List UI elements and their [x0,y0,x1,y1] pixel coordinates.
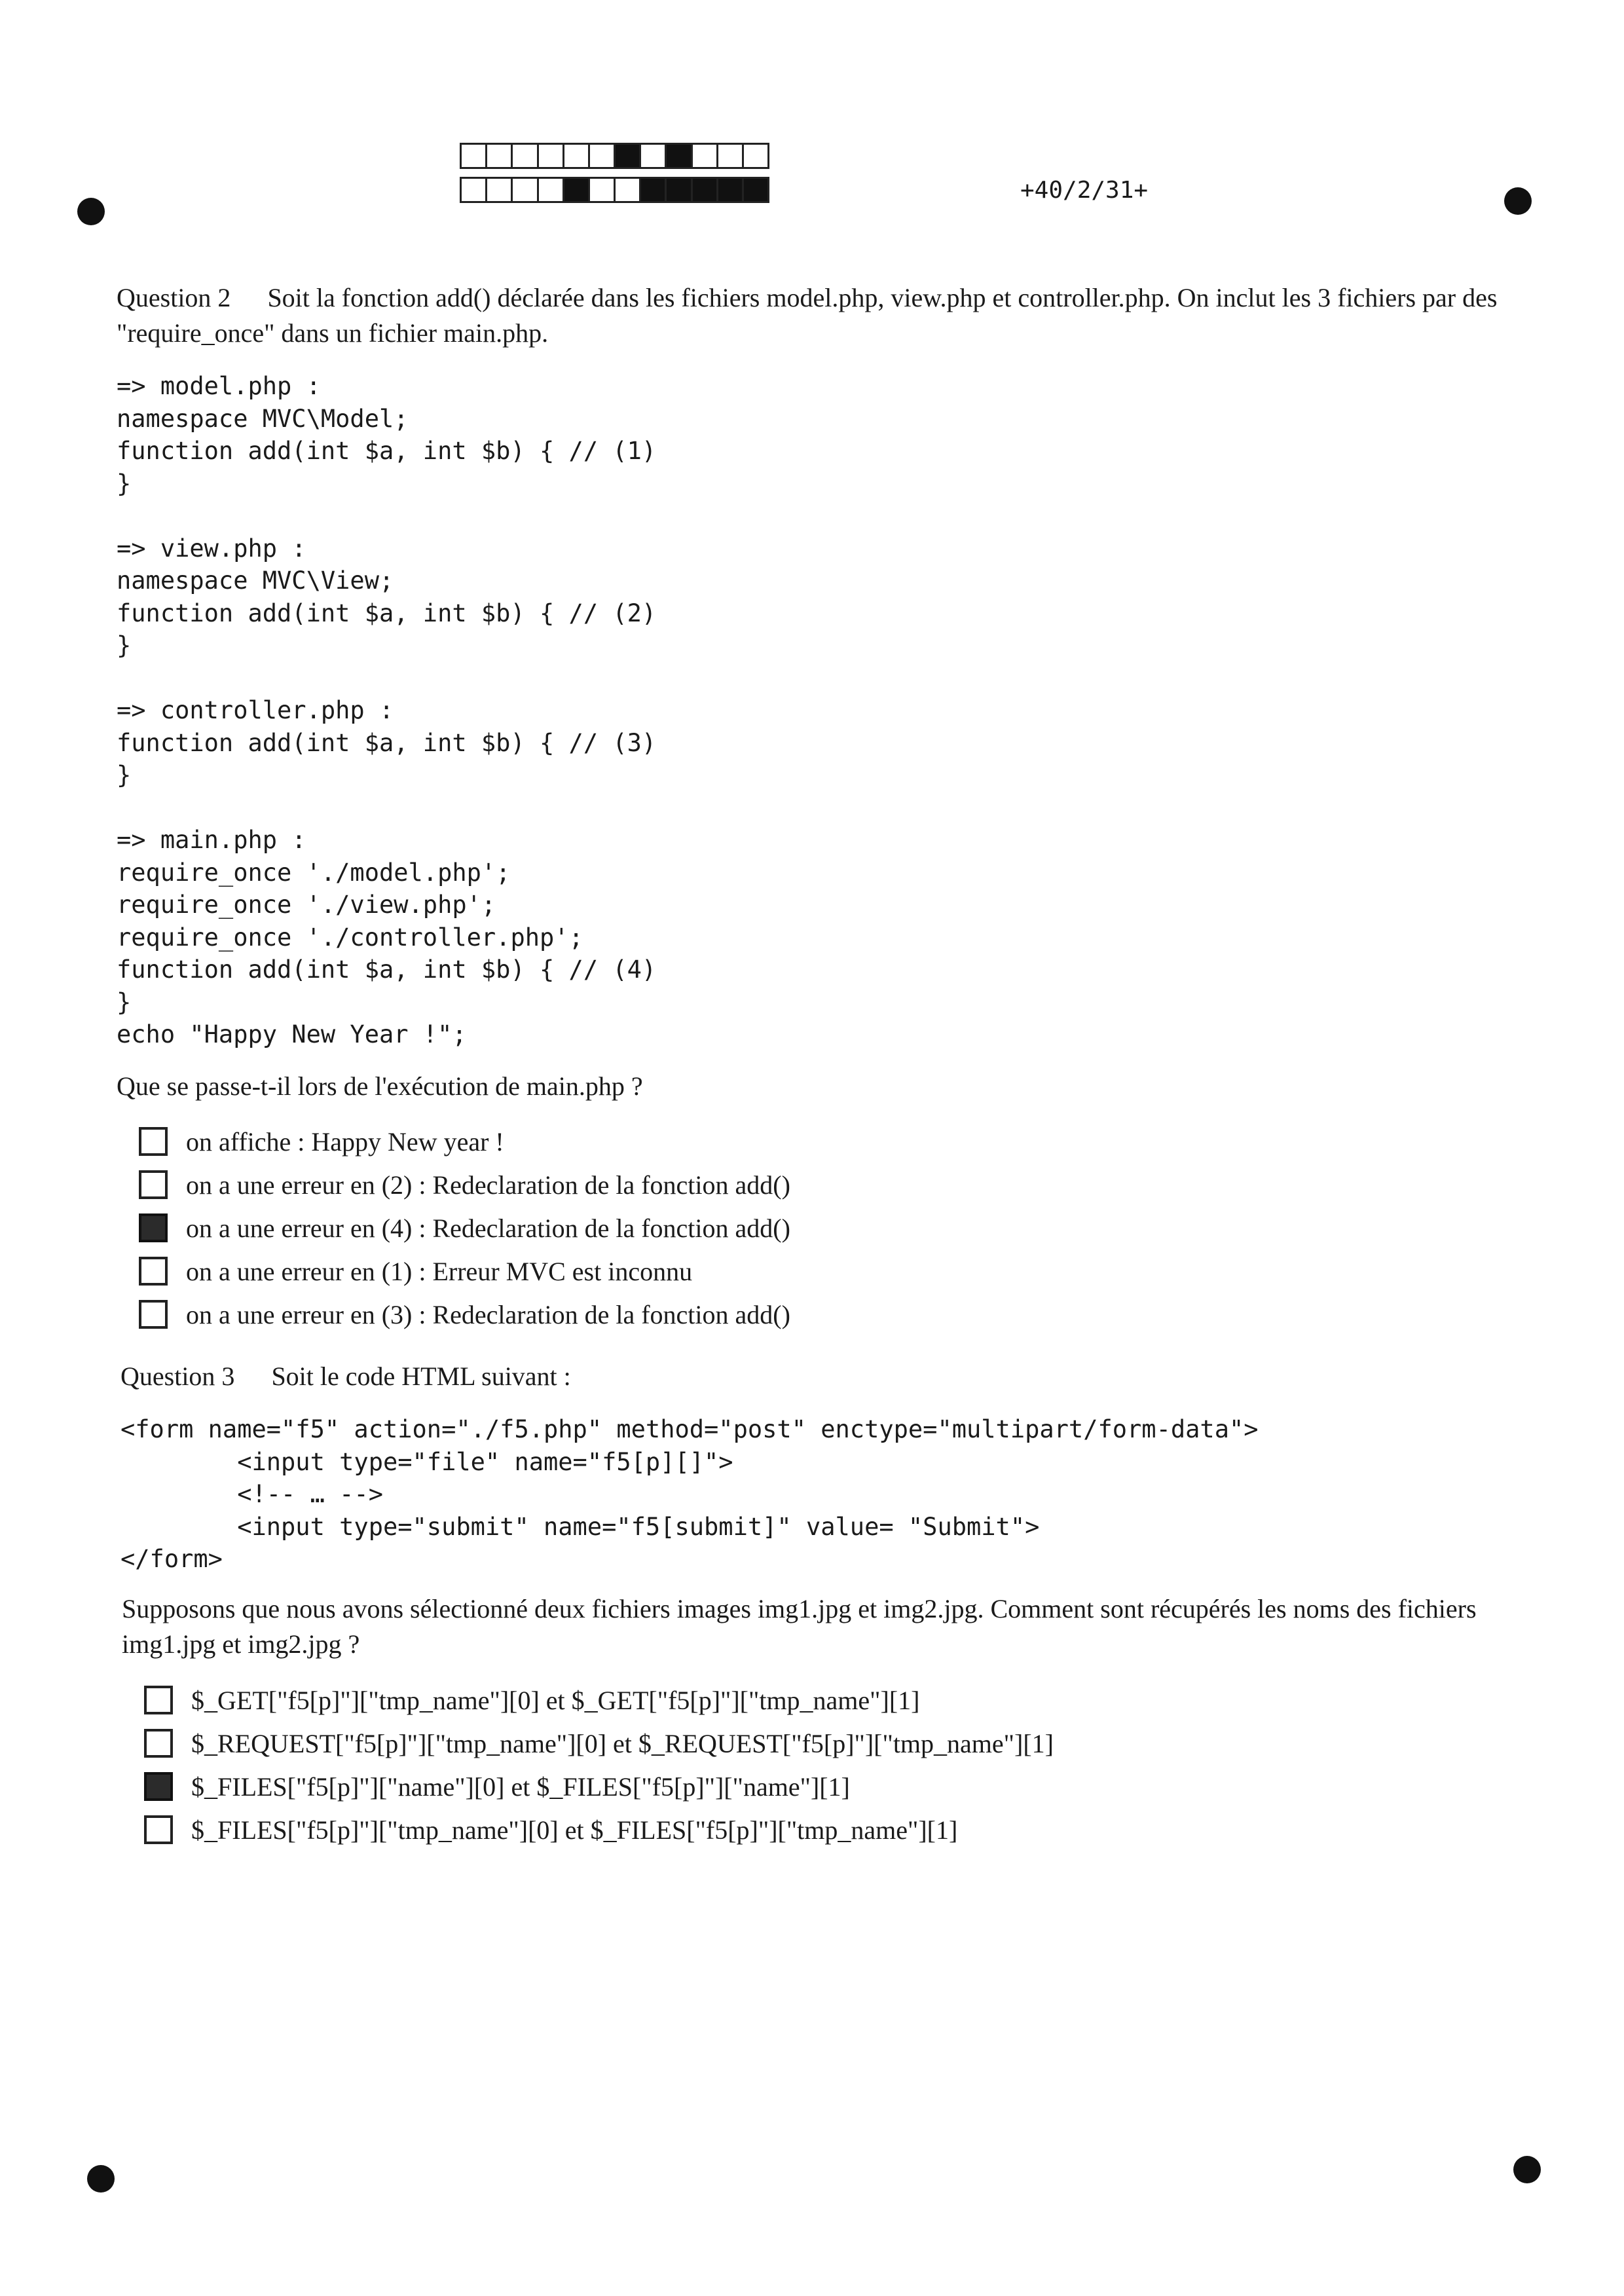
barcode-cell [742,143,769,169]
question-3-prompt: Supposons que nous avons sélectionné deux fichiers images img1.jpg et img2.jpg. Comment sont récupérés les noms des fichiers img1.jpg et img2.jpg ? [122,1594,1477,1659]
barcode-cell [485,143,513,169]
barcode-cell [588,143,616,169]
option-label: on a une erreur en (4) : Redeclaration de la fonction add() [186,1213,790,1243]
barcode-cell [537,143,564,169]
question-3-options [144,1678,1054,1851]
q3-option-3[interactable] [144,1765,1054,1808]
answer-checkbox[interactable] [144,1772,173,1801]
barcode-cell [511,143,538,169]
q3-option-2[interactable] [144,1722,1054,1765]
question-2-options [139,1120,790,1336]
question-3-code: <form name="f5" action="./f5.php" method="post" enctype="multipart/form-data"> <input type="file" name="f5[p][]"> <!-- … --> <input type="submit" name="f5[submit]" value= "Submit"> </form> [120,1415,1259,1573]
barcode-cell [639,143,667,169]
barcode-cell [691,177,718,203]
answer-checkbox[interactable] [139,1170,168,1199]
option-label: $_FILES["f5[p]"]["name"][0] et $_FILES["f5[p]"]["name"][1] [191,1771,850,1802]
q2-option-4[interactable] [139,1250,790,1293]
question-2-prompt: Que se passe-t-il lors de l'exécution de main.php ? [117,1071,643,1101]
answer-checkbox[interactable] [139,1213,168,1242]
option-label: on a une erreur en (1) : Erreur MVC est inconnu [186,1256,693,1286]
registration-mark-bottom-right [1513,2156,1541,2183]
option-label: $_FILES["f5[p]"]["tmp_name"][0] et $_FILES["f5[p]"]["tmp_name"][1] [191,1815,958,1845]
registration-mark-top-left [77,198,105,225]
question-2-code: => model.php : namespace MVC\Model; function add(int $a, int $b) { // (1) } => view.php : namespace MVC\View; function add(int $a, int $b) { // (2) } => controller.php : function add(int $a, int $b) { // (3) } => main.php : require_once './model.php'; require_once './view.php'; require_once './controller.php'; function add(int $a, int $b) { // (4) } echo "Happy New Year !"; [117,372,657,1048]
question-2-label: Question 2 [117,283,231,312]
barcode-cell [460,143,487,169]
q2-option-1[interactable] [139,1120,790,1163]
option-label: $_GET["f5[p]"]["tmp_name"][0] et $_GET["f5[p]"]["tmp_name"][1] [191,1685,920,1715]
barcode-cell [537,177,564,203]
answer-checkbox[interactable] [144,1815,173,1844]
option-label: on a une erreur en (2) : Redeclaration de la fonction add() [186,1170,790,1200]
barcode-cell [563,177,590,203]
answer-checkbox[interactable] [139,1257,168,1286]
question-2-text: Soit la fonction add() déclarée dans les fichiers model.php, view.php et controller.php. On inclut les 3 fichiers par des "require_once" dans un fichier main.php. [117,283,1498,348]
q2-option-5[interactable] [139,1293,790,1336]
barcode-row-1 [460,143,767,169]
barcode-cell [716,143,744,169]
question-3-text: Soit le code HTML suivant : [271,1361,571,1391]
registration-mark-bottom-left [87,2165,115,2193]
option-label: $_REQUEST["f5[p]"]["tmp_name"][0] et $_REQUEST["f5[p]"]["tmp_name"][1] [191,1728,1054,1758]
answer-checkbox[interactable] [144,1729,173,1758]
q2-option-2[interactable] [139,1163,790,1206]
answer-checkbox[interactable] [139,1127,168,1156]
barcode-cell [563,143,590,169]
barcode-cell [716,177,744,203]
barcode-cell [665,177,692,203]
q3-option-1[interactable] [144,1678,1054,1722]
page-id: +40/2/31+ [1020,177,1149,204]
barcode-cell [742,177,769,203]
option-label: on affiche : Happy New year ! [186,1126,504,1157]
registration-mark-top-right [1504,187,1532,215]
question-3-label: Question 3 [120,1361,235,1391]
q3-option-4[interactable] [144,1808,1054,1851]
barcode-cell [691,143,718,169]
barcode-cell [665,143,692,169]
option-label: on a une erreur en (3) : Redeclaration de la fonction add() [186,1299,790,1329]
q2-option-3[interactable] [139,1206,790,1250]
question-3-statement [120,1359,1509,1394]
barcode-cell [588,177,616,203]
answer-checkbox[interactable] [144,1686,173,1714]
barcode-cell [511,177,538,203]
answer-checkbox[interactable] [139,1300,168,1329]
barcode-cell [460,177,487,203]
barcode-row-2 [460,177,767,203]
barcode-cell [485,177,513,203]
barcode-cell [639,177,667,203]
barcode-cell [614,177,641,203]
barcode-cell [614,143,641,169]
question-2-statement [117,280,1505,351]
